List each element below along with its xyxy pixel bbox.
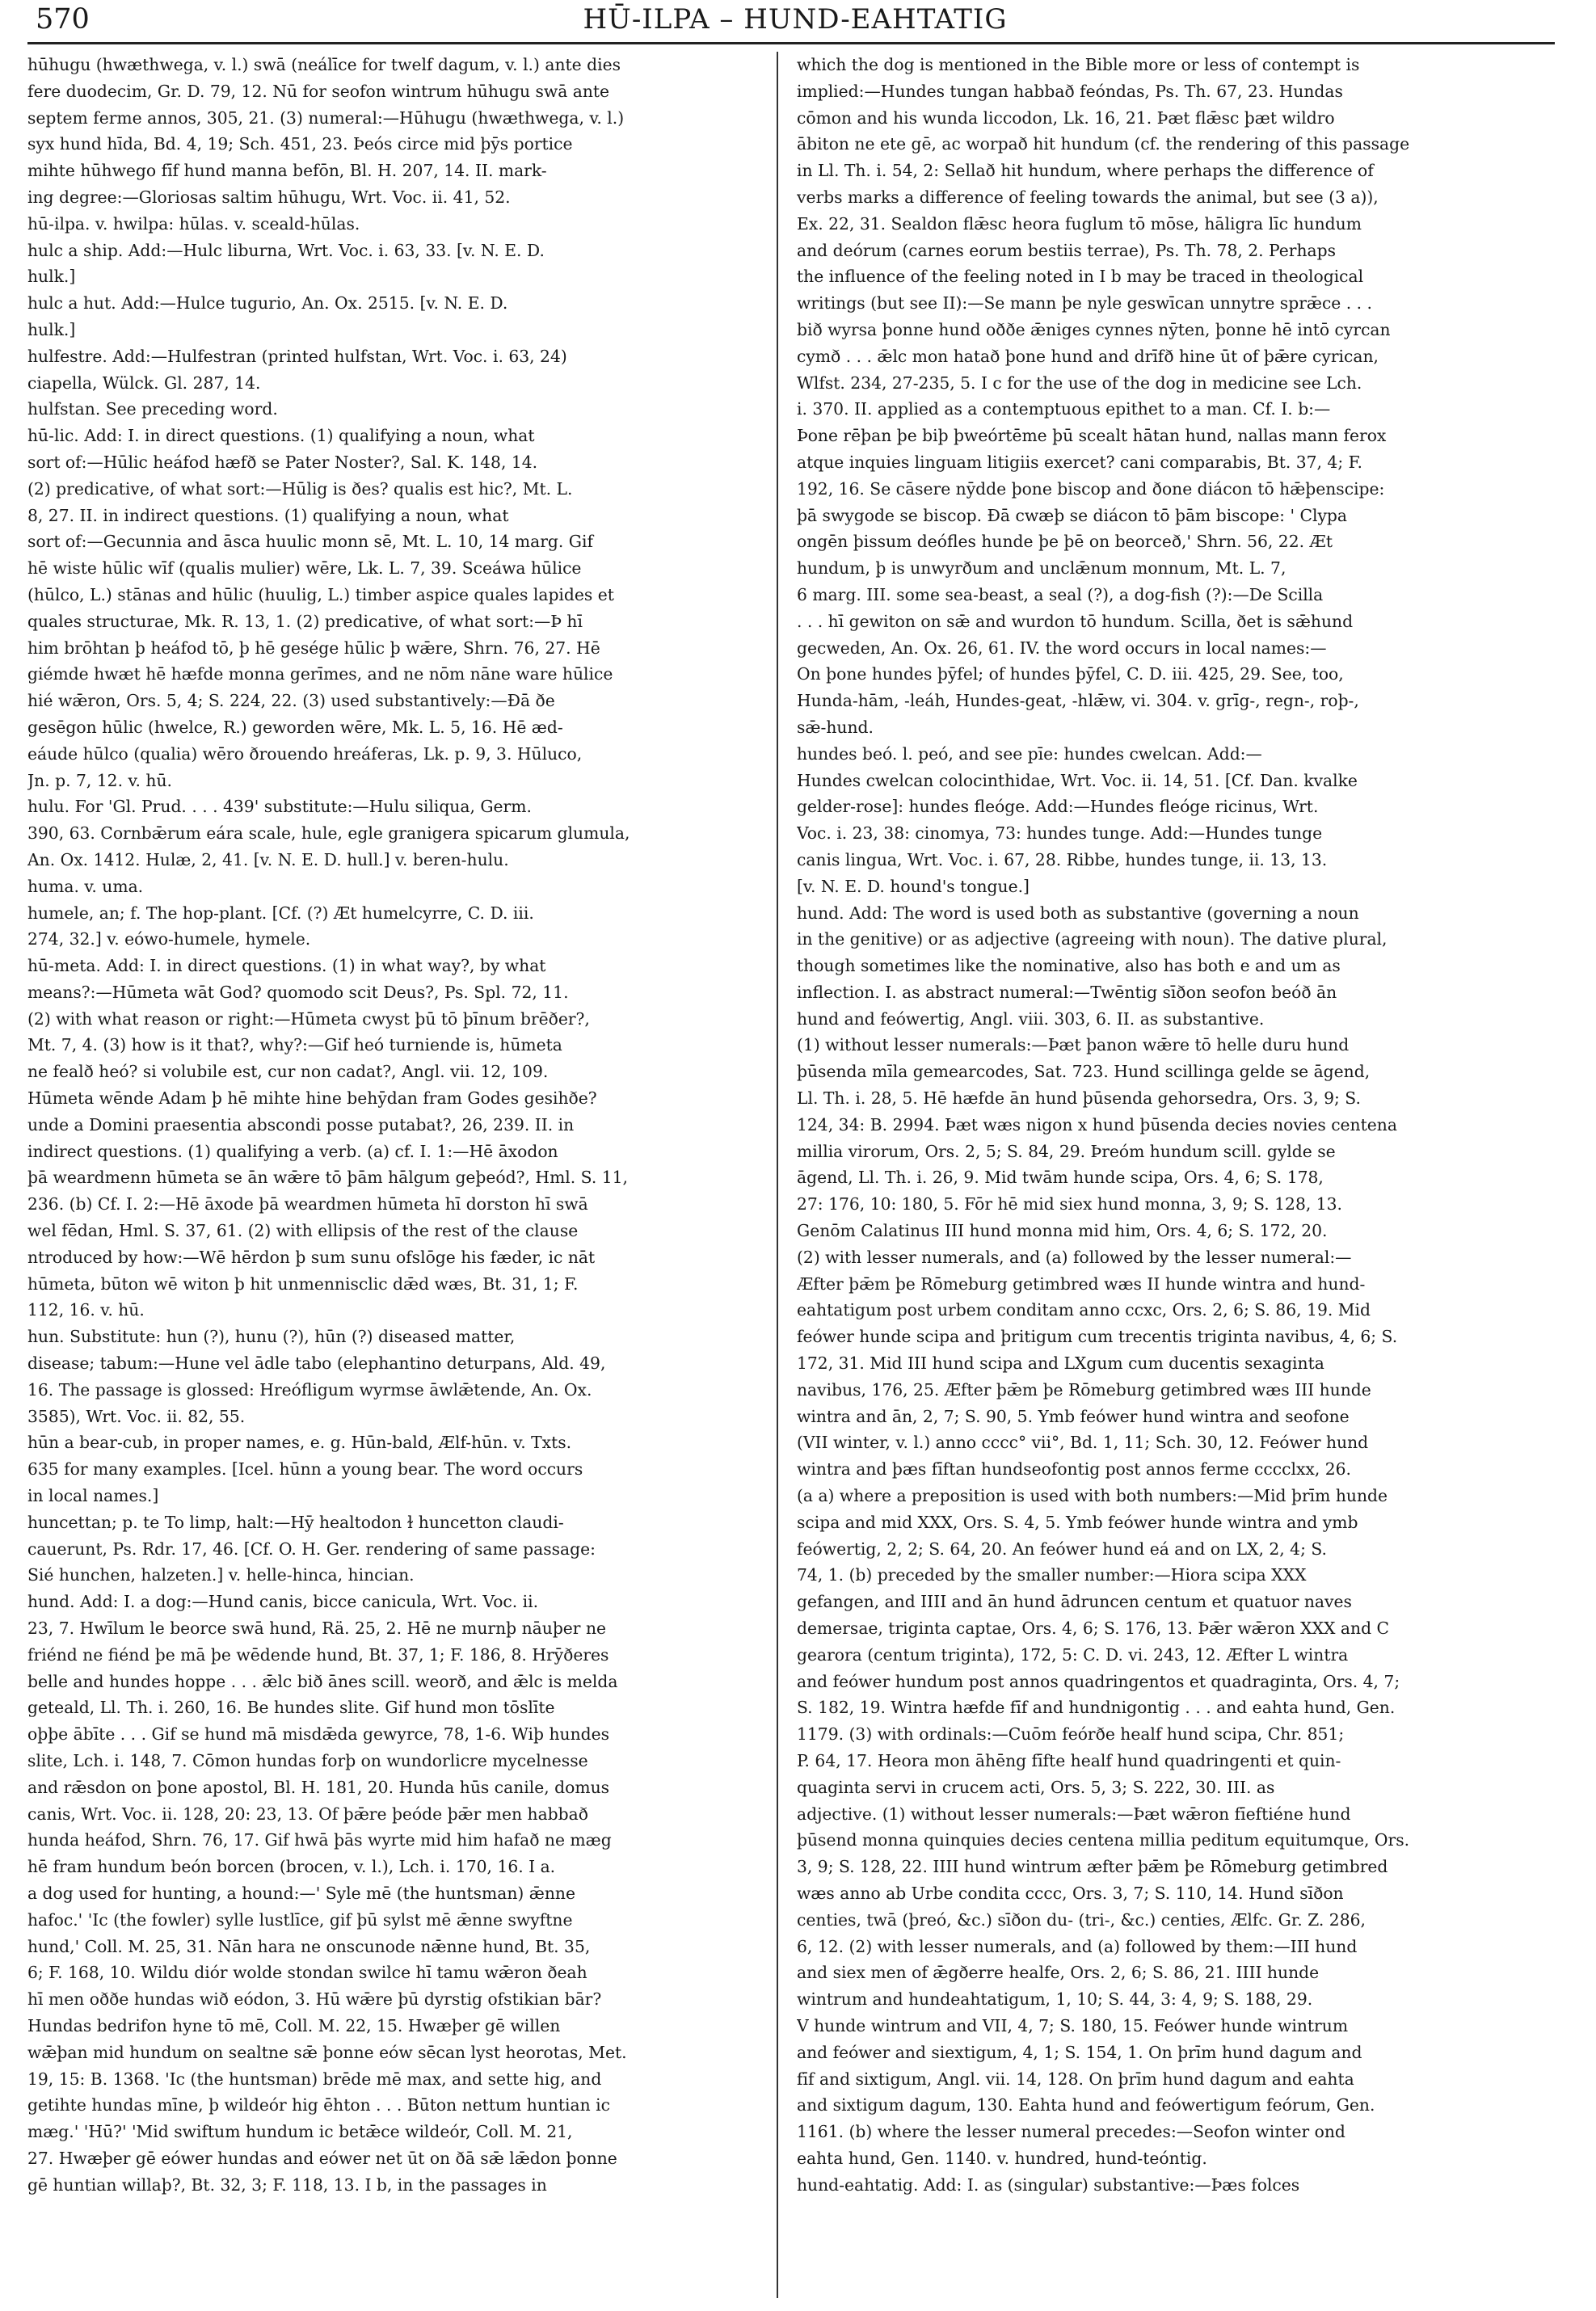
- text-line: ongēn þissum deófles hunde þe þē on beorceð,' Shrn. 56, 22. Æt: [797, 532, 1333, 552]
- text-line: and feówer and siextigum, 4, 1; S. 154, 1. On þrīm hund dagum and: [797, 2042, 1362, 2062]
- text-line: verbs marks a difference of feeling towards the animal, but see (3 a)),: [797, 187, 1379, 207]
- text-line: and sixtigum dagum, 130. Eahta hund and feówertigum feórum, Gen.: [797, 2095, 1375, 2115]
- right-column: [797, 52, 1548, 2306]
- text-line: quales structurae, Mk. R. 13, 1. (2) predicative, of what sort:—Þ hī: [27, 611, 583, 631]
- text-line: gearora (centum triginta), 172, 5: C. D. vi. 243, 12. Æfter L wintra: [797, 1644, 1349, 1665]
- text-line: eahtatigum post urbem conditam anno ccxc, Ors. 2, 6; S. 86, 19. Mid: [797, 1300, 1371, 1320]
- text-line: ciapella, Wülck. Gl. 287, 14.: [27, 373, 261, 393]
- text-line: 390, 63. Cornbǣrum eára scale, hule, egle granigera spicarum glumula,: [27, 823, 630, 844]
- text-line: friénd ne fiénd þe mā þe wēdende hund, Bt. 37, 1; F. 186, 8. Hrȳðeres: [27, 1644, 609, 1665]
- text-line: in local names.]: [27, 1486, 159, 1506]
- text-line: Sié hunchen, halzeten.] v. helle-hinca, hincian.: [27, 1565, 415, 1585]
- column-separator: [777, 52, 778, 2298]
- text-line: adjective. (1) without lesser numerals:—Þæt wǣron fīeftiéne hund: [797, 1804, 1351, 1824]
- text-line: humele, an; f. The hop-plant. [Cf. (?) Æt humelcyrre, C. D. iii.: [27, 903, 534, 923]
- text-line: sǣ-hund.: [797, 717, 874, 737]
- text-line: and deórum (carnes eorum bestiis terrae), Ps. Th. 78, 2. Perhaps: [797, 240, 1337, 260]
- text-line: and siex men of ǣgðerre healfe, Ors. 2, 6; S. 86, 21. IIII hunde: [797, 1963, 1320, 1983]
- text-line: wǣþan mid hundum on sealtne sǣ þonne eów sēcan lyst heorotas, Met.: [27, 2042, 627, 2062]
- text-line: 1161. (b) where the lesser numeral precedes:—Seofon winter ond: [797, 2122, 1345, 2142]
- text-line: hundum, þ is unwyrðum and unclǣnum monnum, Mt. L. 7,: [797, 558, 1286, 579]
- text-line: wæs anno ab Urbe condita cccc, Ors. 3, 7; S. 110, 14. Hund sīðon: [797, 1883, 1344, 1903]
- text-line: Genōm Calatinus III hund monna mid him, Ors. 4, 6; S. 172, 20.: [797, 1221, 1328, 1241]
- text-line: gelder-rose]: hundes fleóge. Add:—Hundes fleóge ricinus, Wrt.: [797, 797, 1319, 817]
- text-line: quaginta servi in crucem acti, Ors. 5, 3; S. 222, 30. III. as: [797, 1777, 1275, 1797]
- text-line: slite, Lch. i. 148, 7. Cōmon hundas forþ on wundorlicre mycelnesse: [27, 1751, 588, 1770]
- text-line: 6; F. 168, 10. Wildu diór wolde stondan swilce hī tamu wǣron ðeah: [27, 1963, 587, 1983]
- text-line: (VII winter, v. l.) anno cccc° vii°, Bd. 1, 11; Sch. 30, 12. Feówer hund: [797, 1433, 1369, 1453]
- text-line: 19, 15: B. 1368. 'Ic (the huntsman) brēde mē max, and sette hig, and: [27, 2069, 602, 2089]
- text-line: 192, 16. Se cāsere nȳdde þone biscop and ðone diácon tō hǣþenscipe:: [797, 478, 1385, 499]
- text-line: oþþe ābīte . . . Gif se hund mā misdǣda gewyrce, 78, 1-6. Wiþ hundes: [27, 1724, 610, 1745]
- text-line: atque inquies linguam litigiis exercet? cani comparabis, Bt. 37, 4; F.: [797, 452, 1362, 472]
- text-line: wintrum and hundeahtatigum, 1, 10; S. 44, 3: 4, 9; S. 188, 29.: [797, 1989, 1313, 2010]
- text-line: hund. Add: I. a dog:—Hund canis, bicce canicula, Wrt. Voc. ii.: [27, 1592, 539, 1612]
- text-line: gefangen, and IIII and ān hund ādruncen centum et quatuor naves: [797, 1592, 1352, 1612]
- text-line: navibus, 176, 25. Æfter þǣm þe Rōmeburg getimbred wæs III hunde: [797, 1379, 1371, 1400]
- text-line: ntroduced by how:—Wē hērdon þ sum sunu ofslōge his fæder, ic nāt: [27, 1247, 596, 1267]
- text-line: hū-meta. Add: I. in direct questions. (1) in what way?, by what: [27, 956, 546, 976]
- text-line: eáude hūlco (qualia) wēro ðrouendo hreáferas, Lk. p. 9, 3. Hūluco,: [27, 743, 583, 764]
- text-line: which the dog is mentioned in the Bible more or less of contempt is: [797, 55, 1360, 74]
- text-line: 236. (b) Cf. I. 2:—Hē āxode þā weardmen hūmeta hī dorston hī swā: [27, 1194, 588, 1214]
- text-line: hafoc.' 'Ic (the fowler) sylle lustlīce, gif þū sylst mē ǣnne swyftne: [27, 1909, 573, 1930]
- text-line: 8, 27. II. in indirect questions. (1) qualifying a noun, what: [27, 505, 509, 525]
- text-line: 124, 34: B. 2994. Þæt wæs nigon x hund þūsenda decies novies centena: [797, 1114, 1397, 1134]
- text-line: 1179. (3) with ordinals:—Cuōm feórðe healf hund scipa, Chr. 851;: [797, 1724, 1345, 1745]
- header-rule: [27, 42, 1555, 44]
- text-line: centies, twā (þreó, &c.) sīðon du- (tri-, &c.) centies, Ælfc. Gr. Z. 286,: [797, 1909, 1366, 1930]
- text-line: syx hund hīda, Bd. 4, 19; Sch. 451, 23. Þeós circe mid þȳs portice: [27, 134, 573, 154]
- text-line: hī men oððe hundas wið eódon, 3. Hū wǣre þū dyrstig ofstikian bār?: [27, 1989, 602, 2010]
- text-line: giémde hwæt hē hæfde monna gerīmes, and ne nōm nāne ware hūlice: [27, 664, 613, 684]
- text-line: V hunde wintrum and VII, 4, 7; S. 180, 15. Feówer hunde wintrum: [797, 2015, 1349, 2035]
- text-line: hūn a bear-cub, in proper names, e. g. Hūn-bald, Ælf-hūn. v. Txts.: [27, 1433, 572, 1453]
- text-line: 27. Hwæþer gē eówer hundas and eówer net ūt on ðā sǣ lǣdon þonne: [27, 2148, 617, 2168]
- text-line: cōmon and his wunda liccodon, Lk. 16, 21. Þæt flǣsc þæt wildro: [797, 107, 1335, 128]
- text-line: and rǣsdon on þone apostol, Bl. H. 181, 20. Hunda hūs canile, domus: [27, 1777, 610, 1797]
- text-line: inflection. I. as abstract numeral:—Twēntig sīðon seofon beóð ān: [797, 982, 1337, 1002]
- text-line: S. 182, 19. Wintra hæfde fīf and hundnigontig . . . and eahta hund, Gen.: [797, 1698, 1396, 1718]
- text-line: 27: 176, 10: 180, 5. Fōr hē mid siex hund monna, 3, 9; S. 128, 13.: [797, 1194, 1343, 1214]
- text-line: P. 64, 17. Heora mon āhēng fīfte healf hund quadringenti et quin-: [797, 1751, 1341, 1770]
- text-line: 74, 1. (b) preceded by the smaller number:—Hiora scipa XXX: [797, 1565, 1307, 1585]
- text-line: (hūlco, L.) stānas and hūlic (huulig, L.) timber aspice quales lapides et: [27, 584, 614, 604]
- text-line: ne fealð heó? si volubile est, cur non cadat?, Angl. vii. 12, 109.: [27, 1062, 549, 1082]
- text-line: scipa and mid XXX, Ors. S. 4, 5. Ymb feówer hunde wintra and ymb: [797, 1512, 1358, 1532]
- text-line: hund,' Coll. M. 25, 31. Nān hara ne onscunode nǣnne hund, Bt. 35,: [27, 1936, 591, 1956]
- text-line: āgend, Ll. Th. i. 26, 9. Mid twām hunde scipa, Ors. 4, 6; S. 178,: [797, 1168, 1324, 1188]
- text-line: mihte hūhwego fīf hund manna befōn, Bl. H. 207, 14. II. mark-: [27, 161, 547, 181]
- text-line: Hunda-hām, -leáh, Hundes-geat, -hlǣw, vi. 304. v. grīg-, regn-, roþ-,: [797, 691, 1359, 711]
- left-column: [27, 52, 779, 2306]
- page-number: 570: [36, 3, 90, 36]
- text-line: writings (but see II):—Se mann þe nyle geswīcan unnytre sprǣce . . .: [797, 293, 1372, 314]
- text-line: þā weardmenn hūmeta se ān wǣre tō þām hālgum geþeód?, Hml. S. 11,: [27, 1168, 628, 1188]
- text-line: (1) without lesser numerals:—Þæt þanon wǣre tō helle duru hund: [797, 1035, 1350, 1055]
- text-line: disease; tabum:—Hune vel ādle tabo (elephantino deturpans, Ald. 49,: [27, 1353, 606, 1374]
- text-line: 3585), Wrt. Voc. ii. 82, 55.: [27, 1406, 246, 1426]
- text-line: Wlfst. 234, 27-235, 5. I c for the use of the dog in medicine see Lch.: [797, 373, 1362, 393]
- text-line: Þone rēþan þe biþ þweórtēme þū scealt hātan hund, nallas mann ferox: [797, 426, 1387, 446]
- text-line: a dog used for hunting, a hound:—' Syle mē (the huntsman) ǣnne: [27, 1883, 575, 1903]
- text-line: Hundes cwelcan colocinthidae, Wrt. Voc. ii. 14, 51. [Cf. Dan. kvalke: [797, 770, 1358, 790]
- text-line: canis, Wrt. Voc. ii. 128, 20: 23, 13. Of þǣre þeóde þǣr men habbað: [27, 1804, 588, 1824]
- text-line: (a a) where a preposition is used with both numbers:—Mid þrīm hunde: [797, 1486, 1388, 1506]
- text-line: Hūmeta wēnde Adam þ hē mihte hine behȳdan fram Godes gesihðe?: [27, 1088, 597, 1109]
- text-line: and feówer hundum post annos quadringentos et quadraginta, Ors. 4, 7;: [797, 1671, 1400, 1691]
- text-line: indirect questions. (1) qualifying a verb. (a) cf. I. 1:—Hē āxodon: [27, 1141, 558, 1161]
- text-line: hund and feówertig, Angl. viii. 303, 6. II. as substantive.: [797, 1008, 1265, 1029]
- text-line: implied:—Hundes tungan habbað feóndas, Ps. Th. 67, 23. Hundas: [797, 81, 1343, 101]
- text-line: huma. v. uma.: [27, 876, 144, 896]
- text-line: 3, 9; S. 128, 22. IIII hund wintrum æfter þǣm þe Rōmeburg getimbred: [797, 1857, 1388, 1877]
- text-line: hié wǣron, Ors. 5, 4; S. 224, 22. (3) used substantively:—Ðā ðe: [27, 691, 555, 711]
- text-line: 6 marg. III. some sea-beast, a seal (?), a dog-fish (?):—De Scilla: [797, 584, 1324, 604]
- text-line: feówer hunde scipa and þritigum cum trecentis triginta navibus, 4, 6; S.: [797, 1327, 1398, 1347]
- text-line: hulk.]: [27, 319, 76, 339]
- text-line: 23, 7. Hwīlum le beorce swā hund, Rä. 25, 2. Hē ne murnþ nāuþer ne: [27, 1619, 607, 1639]
- text-line: hē wiste hūlic wīf (qualis mulier) wēre, Lk. L. 7, 39. Sceáwa hūlice: [27, 558, 582, 579]
- text-line: sort of:—Hūlic heáfod hæfð se Pater Noster?, Sal. K. 148, 14.: [27, 452, 538, 472]
- text-line: 6, 12. (2) with lesser numerals, and (a) followed by them:—III hund: [797, 1936, 1358, 1956]
- text-line: þūsend monna quinquies decies centena millia peditum equitumque, Ors.: [797, 1830, 1410, 1850]
- text-line: Ll. Th. i. 28, 5. Hē hæfde ān hund þūsenda gehorsedra, Ors. 3, 9; S.: [797, 1088, 1361, 1109]
- text-line: mæg.' 'Hū?' 'Mid swiftum hundum ic betǣce wildeór, Coll. M. 21,: [27, 2122, 573, 2142]
- running-title: HŪ-ILPA – HUND-EAHTATIG: [583, 3, 1008, 36]
- text-line: hūmeta, būton wē witon þ hit unmennisclic dǣd wæs, Bt. 31, 1; F.: [27, 1273, 579, 1294]
- text-line: fere duodecim, Gr. D. 79, 12. Nū for seofon wintrum hūhugu swā ante: [27, 81, 610, 101]
- text-line: gesēgon hūlic (hwelce, R.) geworden wēre, Mk. L. 5, 16. Hē æd-: [27, 717, 563, 737]
- text-line: Ex. 22, 31. Sealdon flǣsc heora fuglum tō mōse, hāligra līc hundum: [797, 213, 1362, 234]
- text-line: hundes beó. l. peó, and see pīe: hundes cwelcan. Add:—: [797, 743, 1262, 764]
- text-line: 16. The passage is glossed: Hreófligum wyrmse āwlǣtende, An. Ox.: [27, 1379, 592, 1400]
- text-line: belle and hundes hoppe . . . ǣlc bið ānes scill. weorð, and ǣlc is melda: [27, 1671, 618, 1691]
- text-line: hē fram hundum beón borcen (brocen, v. l.), Lch. i. 170, 16. I a.: [27, 1857, 556, 1877]
- text-line: huncettan; p. te To limp, halt:—Hȳ healtodon ɫ huncetton claudi-: [27, 1512, 564, 1532]
- text-line: feówertig, 2, 2; S. 64, 20. An feówer hund eá and on LX, 2, 4; S.: [797, 1539, 1327, 1559]
- text-line: 635 for many examples. [Icel. hūnn a young bear. The word occurs: [27, 1459, 583, 1480]
- text-line: fīf and sixtigum, Angl. vii. 14, 128. On þrīm hund dagum and eahta: [797, 2069, 1354, 2089]
- text-line: him brōhtan þ heáfod tō, þ hē gesége hūlic þ wǣre, Shrn. 76, 27. Hē: [27, 638, 600, 658]
- text-line: the influence of the feeling noted in I b may be traced in theological: [797, 267, 1364, 287]
- text-line: sort of:—Gecunnia and āsca huulic monn sē, Mt. L. 10, 14 marg. Gif: [27, 532, 593, 552]
- text-line: hulc a ship. Add:—Hulc liburna, Wrt. Voc. i. 63, 33. [v. N. E. D.: [27, 240, 545, 260]
- text-line: means?:—Hūmeta wāt God? quomodo scit Deus?, Ps. Spl. 72, 11.: [27, 982, 569, 1002]
- page-header: [36, 3, 1555, 36]
- text-line: hunda heáfod, Shrn. 76, 17. Gif hwā þās wyrte mid him hafað ne mæg: [27, 1830, 612, 1850]
- text-line: hulfstan. See preceding word.: [27, 399, 278, 419]
- text-line: Hundas bedrifon hyne tō mē, Coll. M. 22, 15. Hwæþer gē willen: [27, 2015, 561, 2035]
- text-line: hund-eahtatig. Add: I. as (singular) substantive:—Þæs folces: [797, 2174, 1300, 2195]
- text-line: gē huntian willaþ?, Bt. 32, 3; F. 118, 13. I b, in the passages in: [27, 2174, 547, 2195]
- text-line: wintra and ān, 2, 7; S. 90, 5. Ymb feówer hund wintra and seofone: [797, 1406, 1350, 1426]
- text-line: cauerunt, Ps. Rdr. 17, 46. [Cf. O. H. Ger. rendering of same passage:: [27, 1539, 596, 1559]
- text-line: þā swygode se biscop. Ðā cwæþ se diácon tō þām biscope: ' Clypa: [797, 505, 1347, 525]
- text-line: ābiton ne ete gē, ac worpað hit hundum (cf. the rendering of this passage: [797, 134, 1410, 154]
- text-line: Jn. p. 7, 12. v. hū.: [27, 770, 172, 790]
- text-line: . . . hī gewiton on sǣ and wurdon tō hundum. Scilla, ðet is sǣhund: [797, 611, 1354, 631]
- text-line: though sometimes like the nominative, also has both e and um as: [797, 956, 1341, 976]
- text-line: eahta hund, Gen. 1140. v. hundred, hund-teóntig.: [797, 2148, 1207, 2168]
- text-line: hulu. For 'Gl. Prud. . . . 439' substitute:—Hulu siliqua, Germ.: [27, 797, 532, 817]
- text-line: hulfestre. Add:—Hulfestran (printed hulfstan, Wrt. Voc. i. 63, 24): [27, 346, 567, 366]
- text-line: [v. N. E. D. hound's tongue.]: [797, 876, 1030, 896]
- text-line: septem ferme annos, 305, 21. (3) numeral:—Hūhugu (hwæthwega, v. l.): [27, 107, 625, 128]
- text-line: 172, 31. Mid III hund scipa and LXgum cum ducentis sexaginta: [797, 1353, 1324, 1374]
- text-line: millia virorum, Ors. 2, 5; S. 84, 29. Þreóm hundum scill. gylde se: [797, 1141, 1336, 1161]
- text-line: hūhugu (hwæthwega, v. l.) swā (neálīce for twelf dagum, v. l.) ante dies: [27, 55, 621, 74]
- text-line: unde a Domini praesentia abscondi posse putabat?, 26, 239. II. in: [27, 1114, 575, 1134]
- text-line: canis lingua, Wrt. Voc. i. 67, 28. Ribbe, hundes tunge, ii. 13, 13.: [797, 849, 1328, 869]
- text-line: geteald, Ll. Th. i. 260, 16. Be hundes slite. Gif hund mon tōslīte: [27, 1698, 555, 1718]
- text-line: demersae, triginta captae, Ors. 4, 6; S. 176, 13. Þǣr wǣron XXX and C: [797, 1619, 1390, 1639]
- text-line: in Ll. Th. i. 54, 2: Sellað hit hundum, where perhaps the difference of: [797, 161, 1374, 181]
- text-line: An. Ox. 1412. Hulæ, 2, 41. [v. N. E. D. hull.] v. beren-hulu.: [27, 849, 509, 869]
- text-line: gecweden, An. Ox. 26, 61. IV. the word occurs in local names:—: [797, 638, 1327, 658]
- text-line: bið wyrsa þonne hund oððe ǣniges cynnes nȳten, þonne hē intō cyrcan: [797, 319, 1391, 339]
- text-line: (2) predicative, of what sort:—Hūlig is ðes? qualis est hic?, Mt. L.: [27, 478, 573, 499]
- text-line: cymð . . . ǣlc mon hatað þone hund and drīfð hine ūt of þǣre cyrican,: [797, 346, 1379, 366]
- text-line: ing degree:—Gloriosas saltim hūhugu, Wrt. Voc. ii. 41, 52.: [27, 187, 511, 207]
- text-line: wintra and þæs fīftan hundseofontig post annos ferme cccclxx, 26.: [797, 1459, 1351, 1480]
- text-line: hulk.]: [27, 267, 76, 287]
- text-line: i. 370. II. applied as a contemptuous epithet to a man. Cf. I. b:—: [797, 399, 1331, 419]
- text-line: hund. Add: The word is used both as substantive (governing a noun: [797, 903, 1359, 923]
- text-line: 112, 16. v. hū.: [27, 1300, 145, 1320]
- text-line: getihte hundas mīne, þ wildeór hig ēhton . . . Būton nettum huntian ic: [27, 2095, 610, 2115]
- text-line: hun. Substitute: hun (?), hunu (?), hūn (?) diseased matter,: [27, 1327, 516, 1347]
- text-line: Voc. i. 23, 38: cinomya, 73: hundes tunge. Add:—Hundes tunge: [797, 823, 1323, 844]
- text-line: On þone hundes þȳfel; of hundes þȳfel, C. D. iii. 425, 29. See, too,: [797, 664, 1344, 684]
- text-line: Æfter þǣm þe Rōmeburg getimbred wæs II hunde wintra and hund-: [797, 1273, 1366, 1294]
- text-line: wel fēdan, Hml. S. 37, 61. (2) with ellipsis of the rest of the clause: [27, 1221, 579, 1241]
- text-line: hū-ilpa. v. hwilpa: hūlas. v. sceald-hūlas.: [27, 213, 360, 234]
- text-line: þūsenda mīla gemearcodes, Sat. 723. Hund scillinga gelde se āgend,: [797, 1062, 1371, 1082]
- text-line: hulc a hut. Add:—Hulce tugurio, An. Ox. 2515. [v. N. E. D.: [27, 293, 508, 314]
- text-line: Mt. 7, 4. (3) how is it that?, why?:—Gif heó turniende is, hūmeta: [27, 1035, 562, 1055]
- text-line: (2) with lesser numerals, and (a) followed by the lesser numeral:—: [797, 1247, 1352, 1267]
- text-line: 274, 32.] v. eówo-humele, hymele.: [27, 929, 311, 949]
- text-line: in the genitive) or as adjective (agreeing with noun). The dative plural,: [797, 929, 1388, 949]
- text-line: (2) with what reason or right:—Hūmeta cwyst þū tō þīnum brēðer?,: [27, 1008, 590, 1029]
- text-line: hū-lic. Add: I. in direct questions. (1) qualifying a noun, what: [27, 426, 535, 446]
